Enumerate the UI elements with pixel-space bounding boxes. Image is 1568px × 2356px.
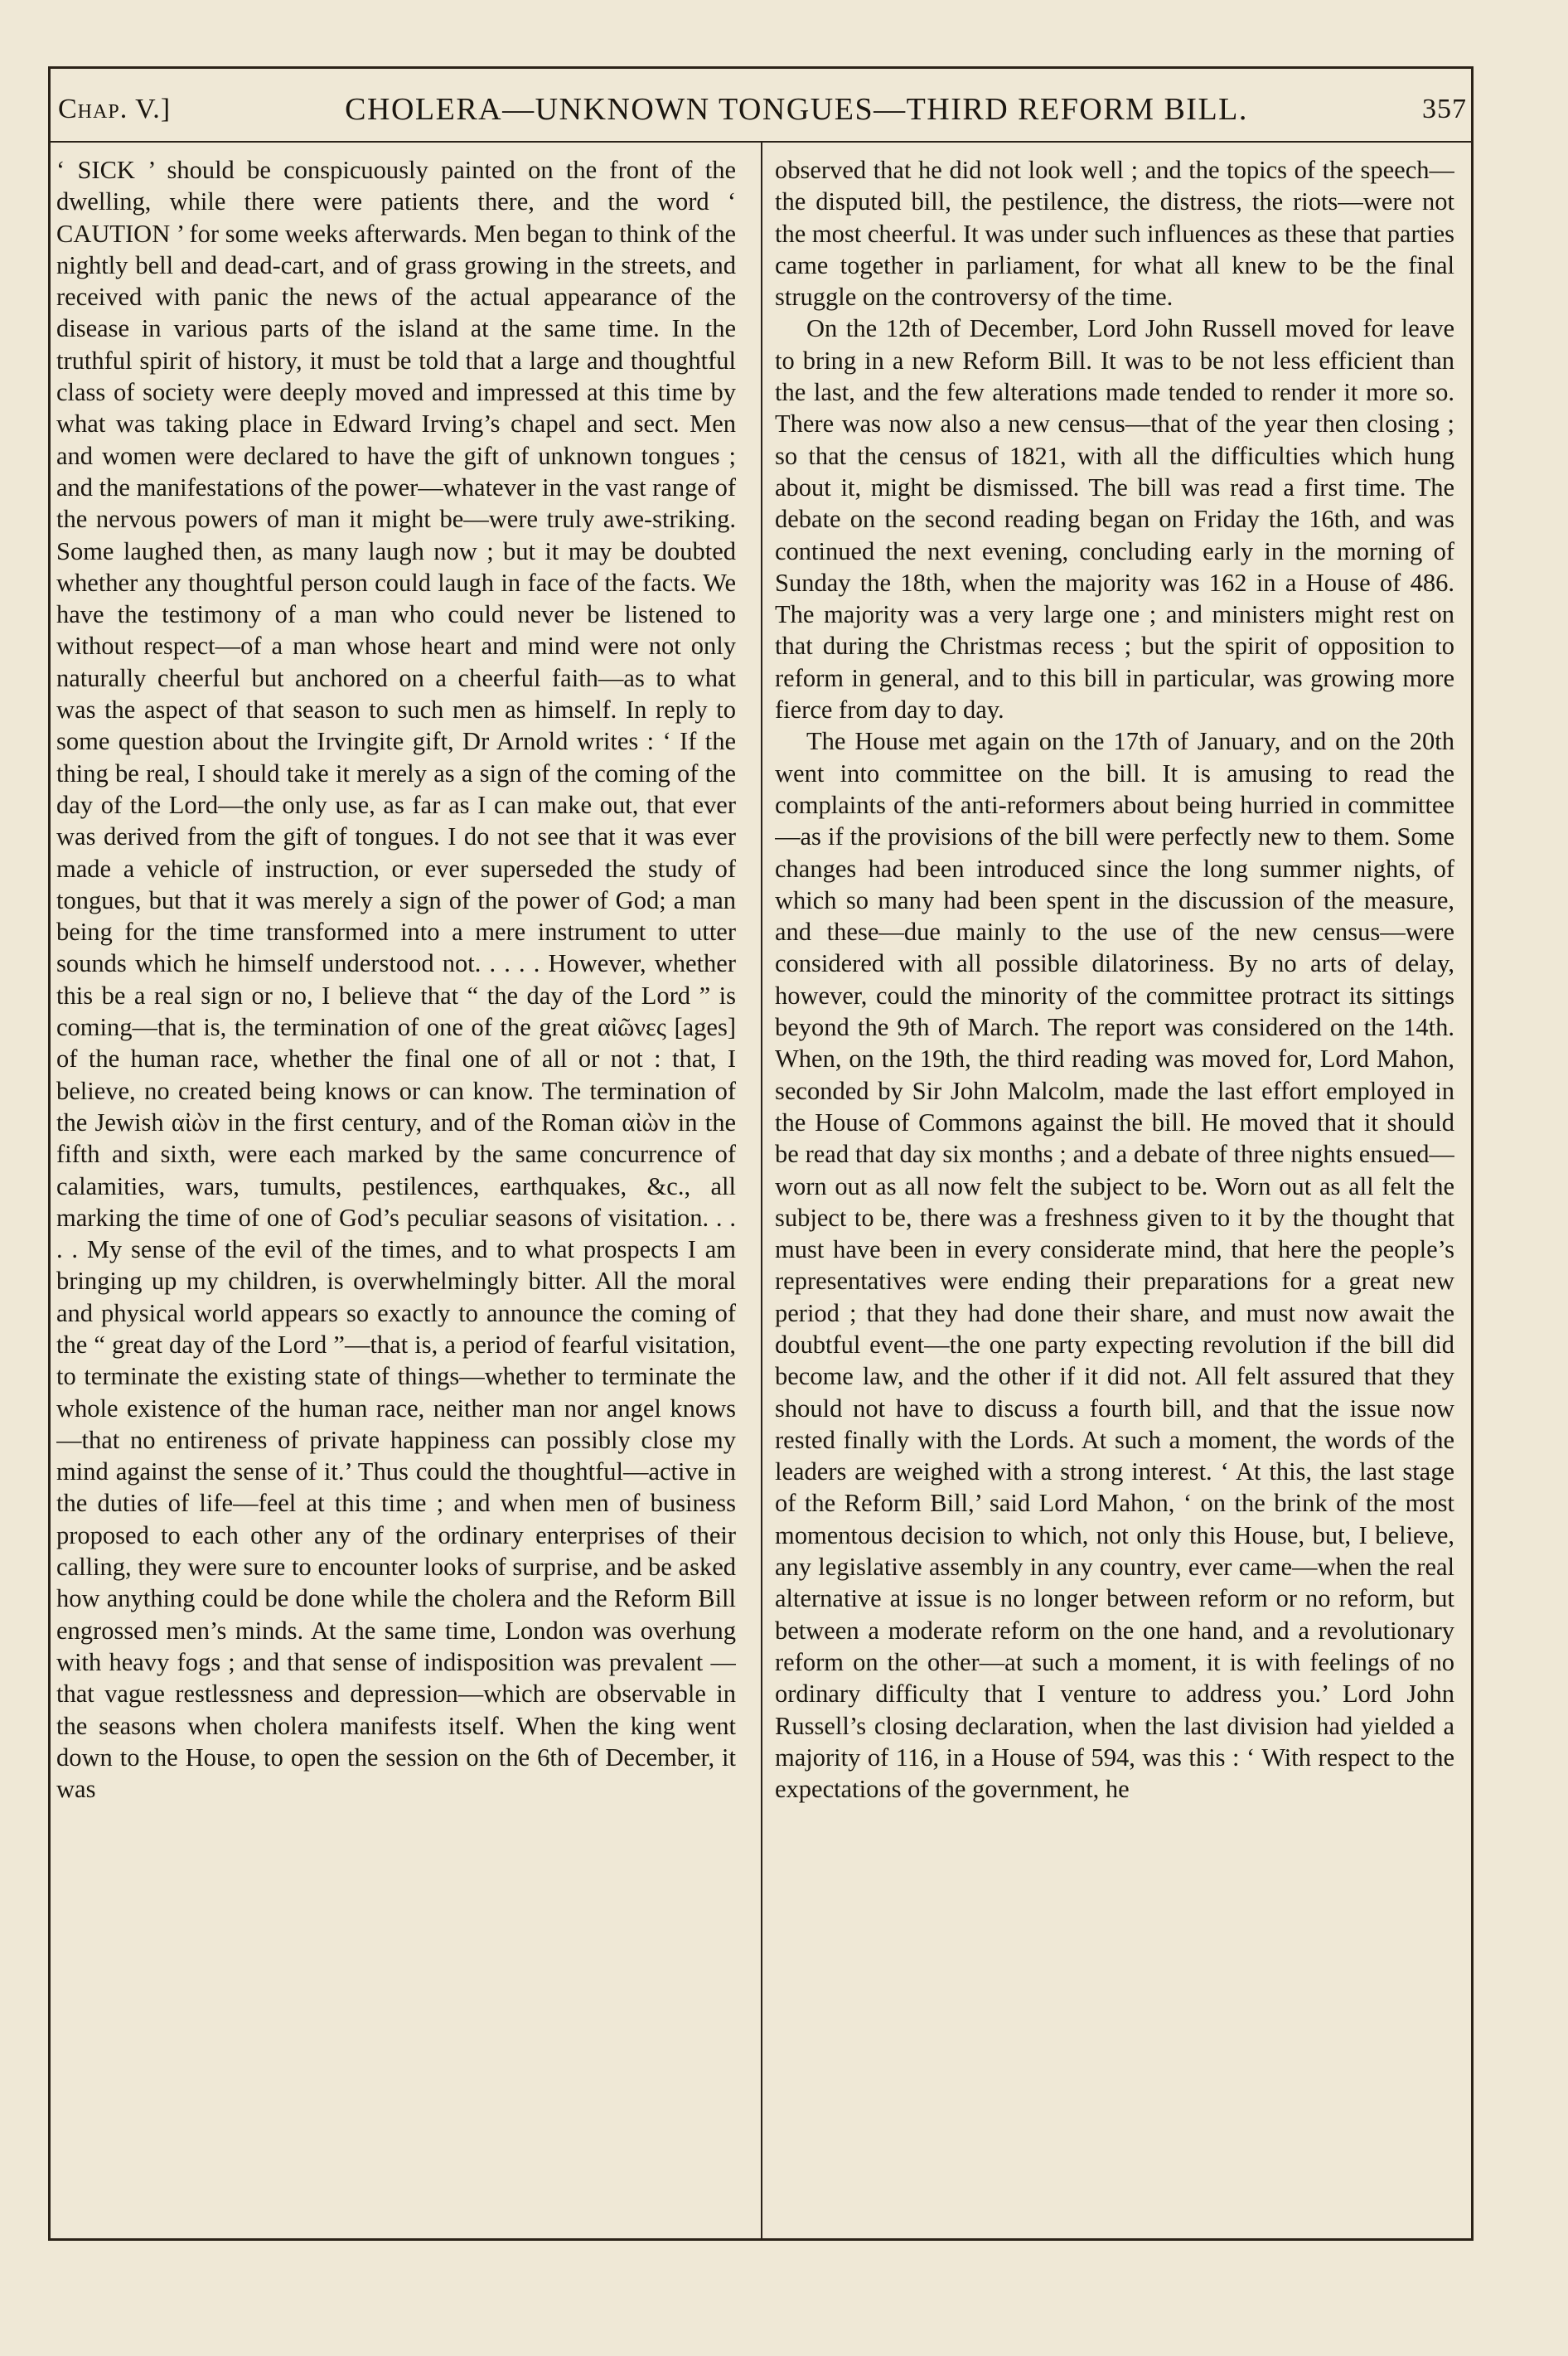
page-title: CHOLERA—UNKNOWN TONGUES—THIRD REFORM BILL.: [345, 92, 1248, 127]
page-number: 357: [1421, 94, 1467, 124]
paragraph: The House met again on the 17th of January, and on the 20th went into committee on the bill. It is amusing to read the complaints of the anti-reformers about being hurried in committee—as if the provisions of the bill were perfectly new to them. Some changes had been introduced since the long summer nights, of which so many had been spent in the discussion of the measure, and these—due mainly to the use of the new census—were considered with all possible dilatoriness. By no arts of delay, however, could the minority of the committee protract its sittings beyond the 9th of March. The report was considered on the 14th. When, on the 19th, the third reading was moved for, Lord Mahon, seconded by Sir John Malcolm, made the last effort employed in the House of Commons against the bill. He moved that it should be read that day six months ; and a debate of three nights ensued—worn out as all now felt the subject to be. Worn out as all felt the subject to be, there was a freshness given to it by the thought that must have been in every considerate mind, that here the people’s representatives were ending their preparations for a great new period ; that they had done their share, and must now await the doubtful event—the one party expecting revolution if the bill did become law, and the other if it did not. All felt assured that they should not have to discuss a fourth bill, and that the issue now rested finally with the Lords. At such a moment, the words of the leaders are weighed with a strong interest. ‘ At this, the last stage of the Reform Bill,’ said Lord Mahon, ‘ on the brink of the most momentous decision to which, not only this House, but, I believe, any legislative assembly in any country, ever came—when the real alternative at issue is no longer between reform or no reform, but between a moderate reform on the one hand, and a revolutionary reform on the other—at such a moment, it is with feelings of no ordinary difficulty that I venture to address you.’ Lord John Russell’s closing declaration, when the last division had yielded a majority of 116, in a House of 594, was this : ‘ With respect to the expectations of the government, he: [775, 727, 1454, 1804]
paragraph: On the 12th of December, Lord John Russell moved for leave to bring in a new Reform Bill. It was to be not less efficient than the last, and the few alterations made tended to render it more so. There was now also a new census—that of the year then closing ; so that the census of 1821, with all the difficulties which hung about it, might be dismissed. The bill was read a first time. The debate on the second reading began on Friday the 16th, and was continued the next evening, concluding early in the morning of Sunday the 18th, when the majority was 162 in a House of 486. The majority was a very large one ; and ministers might rest on that during the Christmas recess ; but the spirit of opposition to reform in general, and to this bill in particular, was growing more fierce from day to day.: [775, 314, 1454, 725]
left-column: [56, 154, 736, 2227]
right-column: [775, 154, 1454, 2227]
bottom-rule: [48, 2238, 1474, 2241]
chapter-label: Chap. V.]: [58, 94, 172, 124]
paragraph: ‘ SICK ’ should be conspicuously painted on the front of the dwelling, while there were patients there, and the word ‘ CAUTION ’ for some weeks afterwards. Men began to think of the nightly bell and dead-cart, and of grass growing in the streets, and received with panic the news of the actual appearance of the disease in various parts of the island at the same time. In the truthful spirit of history, it must be told that a large and thoughtful class of society were deeply moved and impressed at this time by what was taking place in Edward Irving’s chapel and sect. Men and women were declared to have the gift of unknown tongues ; and the manifestations of the power—whatever in the vast range of the nervous powers of man it might be—were truly awe-striking. Some laughed then, as many laugh now ; but it may be doubted whether any thoughtful person could laugh in face of the facts. We have the testimony of a man who could never be listened to without respect—of a man whose heart and mind were not only naturally cheerful but anchored on a cheerful faith—as to what was the aspect of that season to such men as himself. In reply to some question about the Irvingite gift, Dr Arnold writes : ‘ If the thing be real, I should take it merely as a sign of the coming of the day of the Lord—the only use, as far as I can make out, that ever was derived from the gift of tongues. I do not see that it was ever made a vehicle of instruction, or ever superseded the study of tongues, but that it was merely a sign of the power of God; a man being for the time transformed into a mere instrument to utter sounds which he himself understood not. . . . . However, whether this be a real sign or no, I believe that “ the day of the Lord ” is coming—that is, the termination of one of the great αἰῶνες [ages] of the human race, whether the final one of all or not : that, I believe, no created being knows or can know. The termination of the Jewish αἰὼν in the first century, and of the Roman αἰὼν in the fifth and sixth, were each marked by the same concurrence of calamities, wars, tumults, pestilences, earthquakes, &c., all marking the time of one of God’s peculiar seasons of visitation. . . . . My sense of the evil of the times, and to what prospects I am bringing up my children, is overwhelmingly bitter. All the moral and physical world appears so exactly to announce the coming of the “ great day of the Lord ”—that is, a period of fearful visitation, to terminate the existing state of things—whether to terminate the whole existence of the human race, neither man nor angel knows—that no entireness of private happiness can possibly close my mind against the sense of it.’ Thus could the thoughtful—active in the duties of life—feel at this time ; and when men of business proposed to each other any of the ordinary enterprises of their calling, they were sure to encounter looks of surprise, and be asked how anything could be done while the cholera and the Reform Bill engrossed men’s minds. At the same time, London was overhung with heavy fogs ; and that sense of indisposition was prevalent —that vague restlessness and depression—which are observable in the seasons when cholera manifests itself. When the king went down to the House, to open the session on the 6th of December, it was: [56, 156, 736, 1804]
column-divider: [761, 143, 762, 2238]
paragraph: observed that he did not look well ; and the topics of the speech—the disputed bill, the pestilence, the distress, the riots—were not the most cheerful. It was under such influences as these that parties came together in parliament, for what all knew to be the final struggle on the controversy of the time.: [775, 156, 1454, 312]
running-header: [58, 83, 1467, 136]
